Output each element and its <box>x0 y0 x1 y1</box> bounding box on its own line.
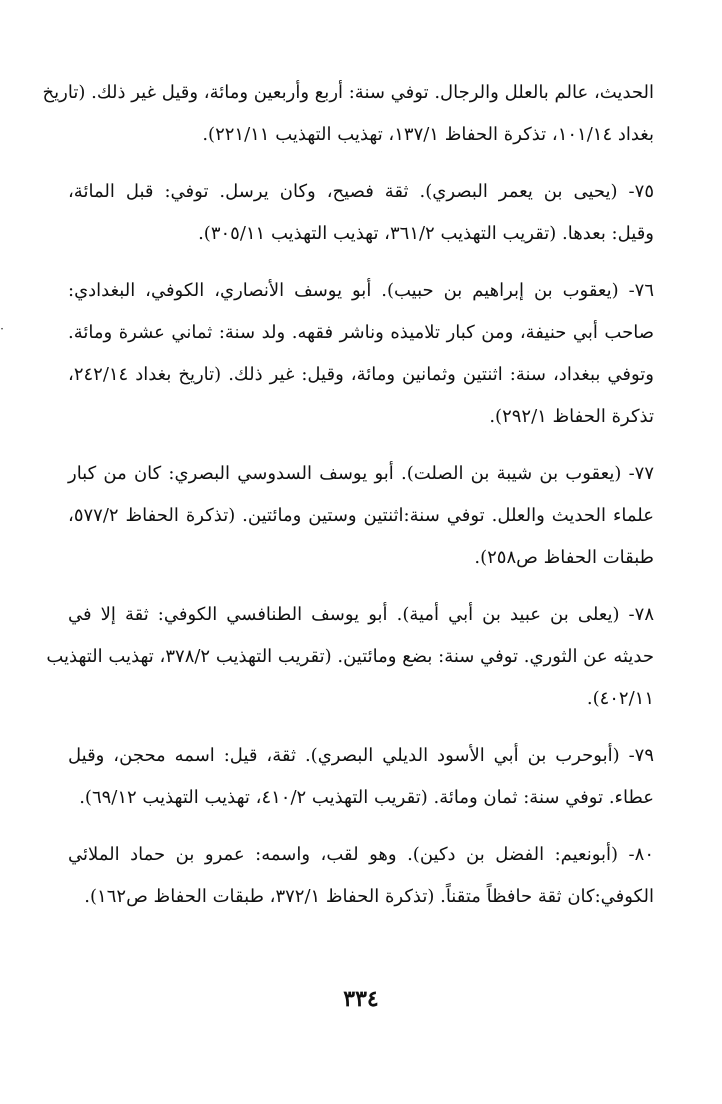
text-line: طبقات الحفاظ ص٢٥٨). <box>474 547 654 568</box>
entry-77 <box>68 453 654 579</box>
text-line: صاحب أبي حنيفة، ومن كبار تلاميذه وناشر فقهه. ولد سنة: ثماني عشرة ومائة. <box>68 322 654 343</box>
text-line: وقيل: بعدها. (تقريب التهذيب ٣٦١/٢، تهذيب التهذيب ٣٠٥/١١). <box>198 223 654 244</box>
text-line: حديثه عن الثوري. توفي سنة: بضع ومائتين. (تقريب التهذيب ٣٧٨/٢، تهذيب التهذيب <box>46 646 654 667</box>
entry-78 <box>46 594 654 720</box>
text-line: علماء الحديث والعلل. توفي سنة:اثنتين وستين ومائتين. (تذكرة الحفاظ ٥٧٧/٢، <box>68 505 654 526</box>
text-line: تذكرة الحفاظ ٢٩٢/١). <box>489 406 654 427</box>
page-body <box>42 72 655 907</box>
text-line: بغداد ١٠١/١٤، تذكرة الحفاظ ١٣٧/١، تهذيب التهذيب ٢٢١/١١). <box>202 124 654 145</box>
entry-79 <box>68 735 654 819</box>
text-line: ٧٩- (أبوحرب بن أبي الأسود الديلي البصري). ثقة، قيل: اسمه محجن، وقيل <box>68 745 655 766</box>
text-line: الحديث، عالم بالعلل والرجال. توفي سنة: أربع وأربعين ومائة، وقيل غير ذلك. (تاريخ <box>42 82 654 103</box>
entry-80 <box>68 834 654 918</box>
binding-mark: · <box>0 322 4 336</box>
text-line: الكوفي:كان ثقة حافظاً متقناً. (تذكرة الحفاظ ٣٧٢/١، طبقات الحفاظ ص١٦٢). <box>84 886 654 907</box>
page-number: ٣٣٤ <box>343 986 379 1012</box>
text-line: ٨٠- (أبونعيم: الفضل بن دكين). وهو لقب، واسمه: عمرو بن حماد الملائي <box>68 844 654 865</box>
entry-75 <box>68 171 654 255</box>
entry-76 <box>68 270 654 438</box>
entry-74-continuation <box>42 72 654 156</box>
text-line: عطاء. توفي سنة: ثمان ومائة. (تقريب التهذيب ٤١٠/٢، تهذيب التهذيب ٦٩/١٢). <box>79 787 654 808</box>
text-line: ٧٧- (يعقوب بن شيبة بن الصلت). أبو يوسف السدوسي البصري: كان من كبار <box>68 463 654 484</box>
text-line: وتوفي ببغداد، سنة: اثنتين وثمانين ومائة، وقيل: غير ذلك. (تاريخ بغداد ٢٤٢/١٤، <box>68 364 654 385</box>
text-line: ٧٥- (يحيى بن يعمر البصري). ثقة فصيح، وكان يرسل. توفي: قبل المائة، <box>68 181 654 202</box>
text-line: ٧٨- (يعلى بن عبيد بن أبي أمية). أبو يوسف الطنافسي الكوفي: ثقة إلا في <box>68 604 654 625</box>
text-line: ٤٠٢/١١). <box>586 688 654 709</box>
text-line: ٧٦- (يعقوب بن إبراهيم بن حبيب). أبو يوسف الأنصاري، الكوفي، البغدادي: <box>68 280 654 301</box>
